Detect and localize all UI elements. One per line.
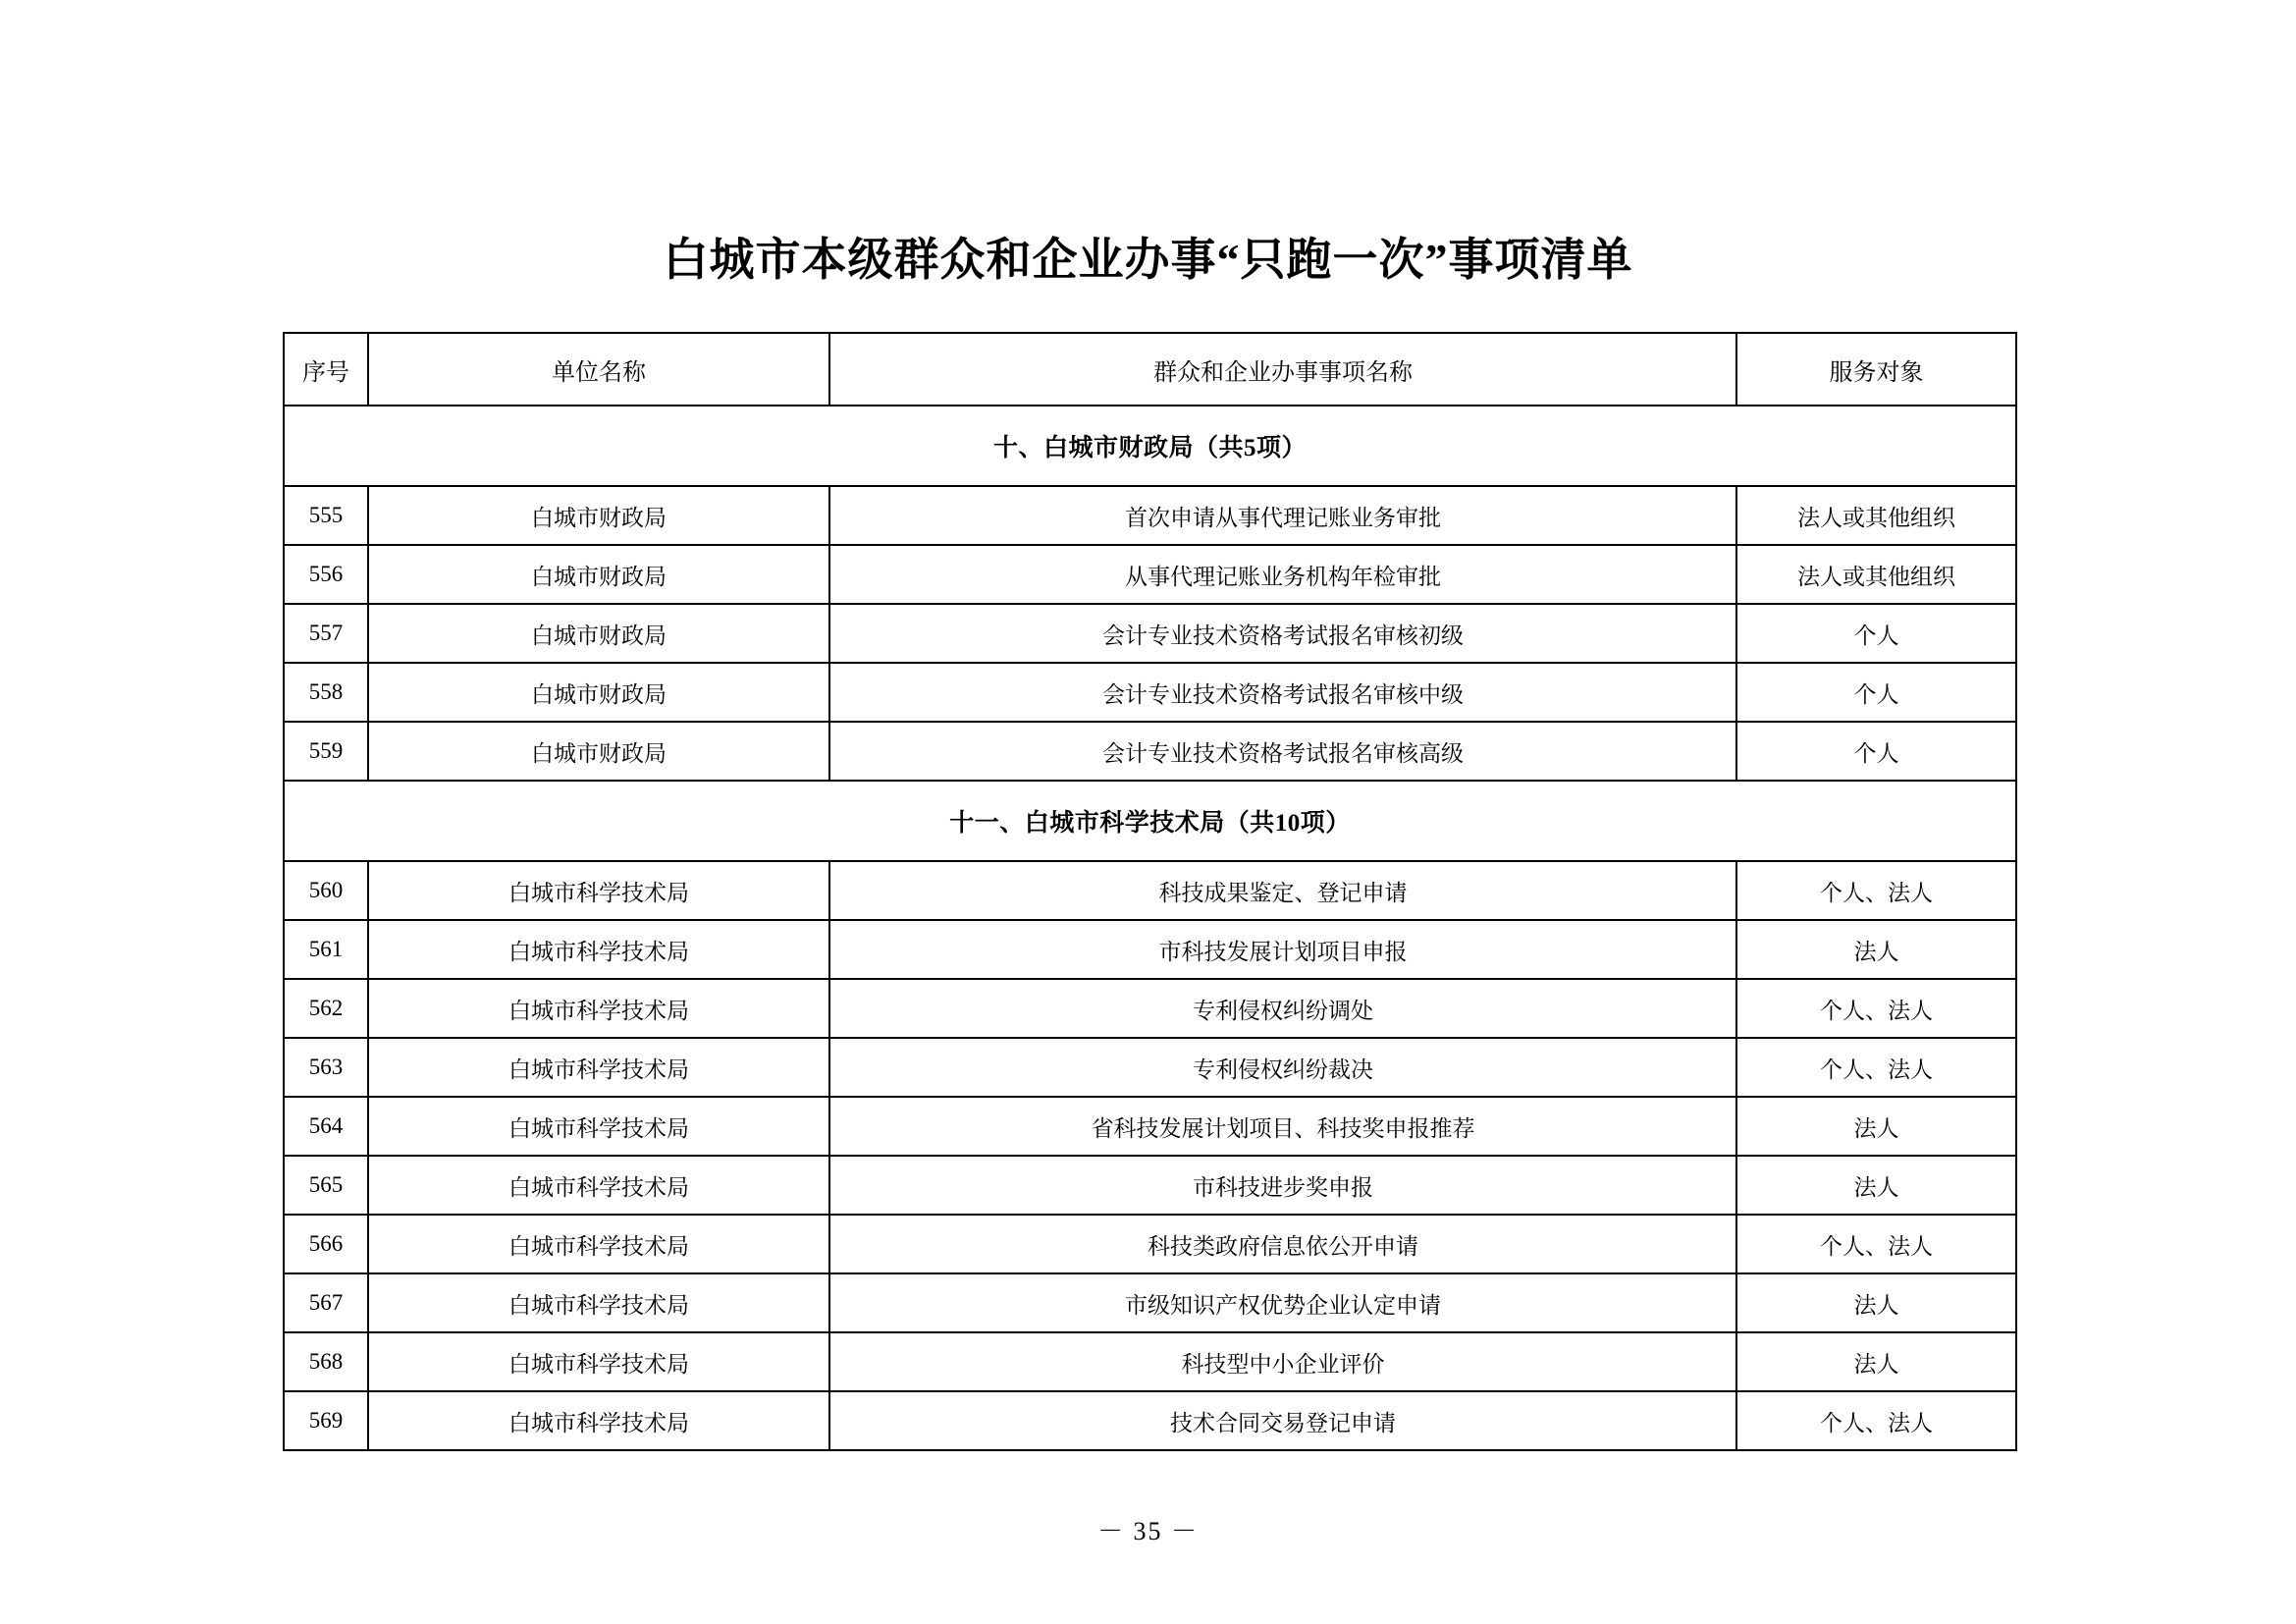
column-header-seq: 序号 xyxy=(284,333,368,406)
cell-seq: 560 xyxy=(284,861,368,920)
cell-unit: 白城市科学技术局 xyxy=(368,1332,829,1391)
table-row xyxy=(284,1215,2016,1273)
table-row xyxy=(284,1156,2016,1215)
items-table xyxy=(283,332,2017,1451)
cell-target: 法人或其他组织 xyxy=(1736,486,2016,545)
cell-target: 个人、法人 xyxy=(1736,1215,2016,1273)
cell-item: 市科技发展计划项目申报 xyxy=(829,920,1736,979)
table-row xyxy=(284,1391,2016,1450)
cell-target: 法人 xyxy=(1736,1097,2016,1156)
table-row xyxy=(284,663,2016,722)
page-number: － 35 － xyxy=(1096,1517,1199,1545)
table-header-row xyxy=(284,333,2016,406)
cell-unit: 白城市财政局 xyxy=(368,663,829,722)
table-row xyxy=(284,1273,2016,1332)
column-header-unit: 单位名称 xyxy=(368,333,829,406)
cell-item: 会计专业技术资格考试报名审核高级 xyxy=(829,722,1736,781)
cell-seq: 563 xyxy=(284,1038,368,1097)
cell-target: 个人、法人 xyxy=(1736,861,2016,920)
cell-item: 专利侵权纠纷调处 xyxy=(829,979,1736,1038)
cell-unit: 白城市财政局 xyxy=(368,604,829,663)
cell-seq: 564 xyxy=(284,1097,368,1156)
cell-unit: 白城市科学技术局 xyxy=(368,979,829,1038)
cell-unit: 白城市科学技术局 xyxy=(368,1391,829,1450)
cell-item: 科技类政府信息依公开申请 xyxy=(829,1215,1736,1273)
cell-unit: 白城市科学技术局 xyxy=(368,920,829,979)
cell-item: 科技成果鉴定、登记申请 xyxy=(829,861,1736,920)
table-body xyxy=(284,406,2016,1450)
items-table-container xyxy=(283,332,2015,1451)
table-row xyxy=(284,1097,2016,1156)
cell-unit: 白城市科学技术局 xyxy=(368,1097,829,1156)
column-header-target: 服务对象 xyxy=(1736,333,2016,406)
table-header xyxy=(284,333,2016,406)
cell-seq: 558 xyxy=(284,663,368,722)
table-row xyxy=(284,920,2016,979)
table-row xyxy=(284,604,2016,663)
page-title: 白城市本级群众和企业办事“只跑一次”事项清单 xyxy=(663,235,1633,285)
table-row xyxy=(284,1332,2016,1391)
cell-seq: 568 xyxy=(284,1332,368,1391)
cell-item: 省科技发展计划项目、科技奖申报推荐 xyxy=(829,1097,1736,1156)
cell-target: 个人 xyxy=(1736,722,2016,781)
cell-seq: 559 xyxy=(284,722,368,781)
cell-unit: 白城市科学技术局 xyxy=(368,1273,829,1332)
cell-seq: 565 xyxy=(284,1156,368,1215)
cell-item: 市科技进步奖申报 xyxy=(829,1156,1736,1215)
table-row xyxy=(284,979,2016,1038)
cell-seq: 566 xyxy=(284,1215,368,1273)
cell-seq: 567 xyxy=(284,1273,368,1332)
cell-unit: 白城市财政局 xyxy=(368,545,829,604)
cell-seq: 556 xyxy=(284,545,368,604)
cell-item: 会计专业技术资格考试报名审核初级 xyxy=(829,604,1736,663)
table-row xyxy=(284,1038,2016,1097)
table-section-heading: 十一、白城市科学技术局（共10项） xyxy=(284,781,2016,861)
cell-target: 法人 xyxy=(1736,1273,2016,1332)
cell-target: 个人 xyxy=(1736,604,2016,663)
table-row xyxy=(284,722,2016,781)
cell-target: 个人、法人 xyxy=(1736,1038,2016,1097)
cell-target: 法人 xyxy=(1736,1332,2016,1391)
cell-unit: 白城市财政局 xyxy=(368,722,829,781)
cell-item: 市级知识产权优势企业认定申请 xyxy=(829,1273,1736,1332)
cell-target: 个人、法人 xyxy=(1736,1391,2016,1450)
cell-item: 会计专业技术资格考试报名审核中级 xyxy=(829,663,1736,722)
table-section-heading-row xyxy=(284,781,2016,861)
cell-unit: 白城市财政局 xyxy=(368,486,829,545)
cell-item: 技术合同交易登记申请 xyxy=(829,1391,1736,1450)
cell-unit: 白城市科学技术局 xyxy=(368,1156,829,1215)
cell-item: 从事代理记账业务机构年检审批 xyxy=(829,545,1736,604)
cell-target: 个人、法人 xyxy=(1736,979,2016,1038)
cell-seq: 562 xyxy=(284,979,368,1038)
table-row xyxy=(284,545,2016,604)
column-header-item: 群众和企业办事事项名称 xyxy=(829,333,1736,406)
table-section-heading: 十、白城市财政局（共5项） xyxy=(284,406,2016,486)
table-section-heading-row xyxy=(284,406,2016,486)
cell-item: 科技型中小企业评价 xyxy=(829,1332,1736,1391)
cell-target: 法人 xyxy=(1736,920,2016,979)
cell-unit: 白城市科学技术局 xyxy=(368,1038,829,1097)
cell-item: 首次申请从事代理记账业务审批 xyxy=(829,486,1736,545)
cell-seq: 569 xyxy=(284,1391,368,1450)
cell-seq: 555 xyxy=(284,486,368,545)
cell-unit: 白城市科学技术局 xyxy=(368,861,829,920)
table-row xyxy=(284,486,2016,545)
table-row xyxy=(284,861,2016,920)
cell-item: 专利侵权纠纷裁决 xyxy=(829,1038,1736,1097)
cell-seq: 557 xyxy=(284,604,368,663)
cell-target: 个人 xyxy=(1736,663,2016,722)
cell-seq: 561 xyxy=(284,920,368,979)
cell-unit: 白城市科学技术局 xyxy=(368,1215,829,1273)
cell-target: 法人或其他组织 xyxy=(1736,545,2016,604)
cell-target: 法人 xyxy=(1736,1156,2016,1215)
